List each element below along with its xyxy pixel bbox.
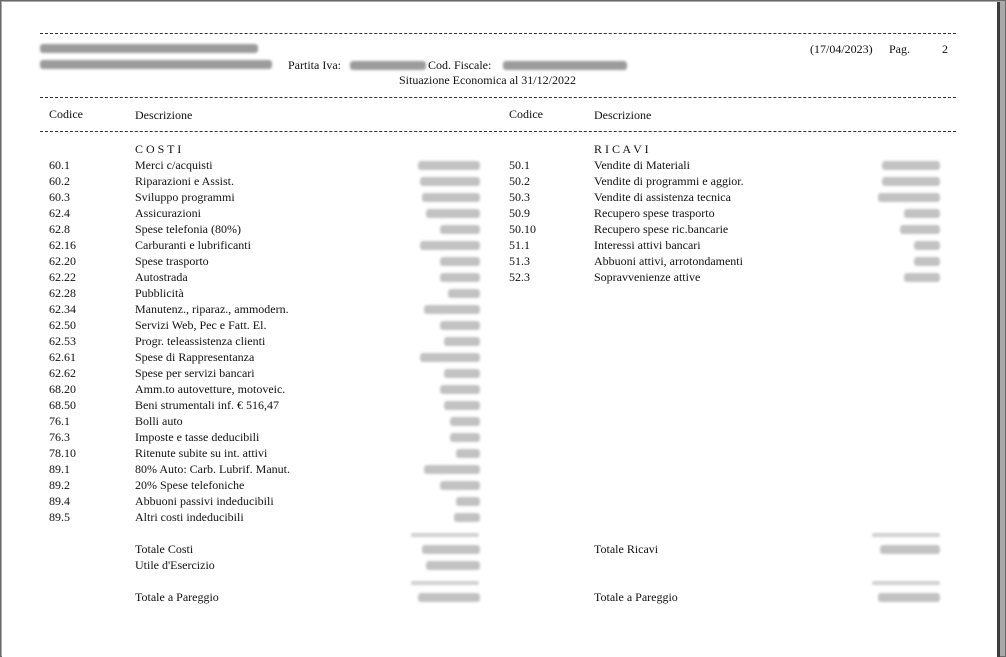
costi-row-code: 62.50	[49, 318, 76, 332]
ricavi-code-header: Codice	[509, 107, 543, 121]
redacted-amount	[914, 257, 940, 266]
costi-row-description: 20% Spese telefoniche	[135, 478, 245, 492]
redacted-amount	[424, 465, 480, 474]
partita-iva-label: Partita Iva:	[288, 58, 341, 72]
redacted-amount	[904, 209, 940, 218]
costi-row-code: 60.2	[49, 174, 70, 188]
costi-row-code: 89.5	[49, 510, 70, 524]
costi-total-separator	[411, 533, 479, 537]
redacted-amount	[454, 513, 480, 522]
redacted-amount	[420, 353, 480, 362]
redacted-cod-fiscale	[503, 61, 627, 70]
redacted-amount	[440, 225, 480, 234]
costi-row-code: 78.10	[49, 446, 76, 460]
redacted-costi-pareggio	[418, 593, 480, 602]
costi-row-description: Progr. teleassistenza clienti	[135, 334, 266, 348]
costi-row-description: Pubblicità	[135, 286, 184, 300]
ricavi-row-code: 50.9	[509, 206, 530, 220]
ricavi-row-description: Vendite di assistenza tecnica	[594, 190, 731, 204]
ricavi-row-code: 51.3	[509, 254, 530, 268]
costi-row-code: 62.53	[49, 334, 76, 348]
costi-row-description: Riparazioni e Assist.	[135, 174, 234, 188]
ricavi-pareggio-label: Totale a Pareggio	[594, 590, 678, 604]
costi-row-description: Bolli auto	[135, 414, 183, 428]
redacted-amount	[444, 337, 480, 346]
costi-row-code: 62.28	[49, 286, 76, 300]
costi-row-description: Beni strumentali inf. € 516,47	[135, 398, 279, 412]
redacted-amount	[900, 225, 940, 234]
costi-row-code: 76.3	[49, 430, 70, 444]
redacted-amount	[422, 193, 480, 202]
costi-row-description: Assicurazioni	[135, 206, 201, 220]
print-preview-page	[2, 2, 997, 657]
ricavi-row-description: Interessi attivi bancari	[594, 238, 701, 252]
ricavi-row-code: 50.2	[509, 174, 530, 188]
ricavi-row-description: Abbuoni attivi, arrotondamenti	[594, 254, 743, 268]
redacted-partita-iva	[350, 61, 426, 70]
redacted-amount	[456, 497, 480, 506]
redacted-amount	[444, 369, 480, 378]
costi-row-code: 60.3	[49, 190, 70, 204]
redacted-amount	[904, 273, 940, 282]
costi-pareggio-label: Totale a Pareggio	[135, 590, 219, 604]
costi-row-code: 89.1	[49, 462, 70, 476]
redacted-amount	[440, 273, 480, 282]
ricavi-row-code: 50.3	[509, 190, 530, 204]
ricavi-section-title: R I C A V I	[594, 142, 649, 156]
costi-row-code: 62.34	[49, 302, 76, 316]
utile-esercizio-label: Utile d'Esercizio	[135, 558, 215, 572]
costi-row-description: Ritenute subite su int. attivi	[135, 446, 268, 460]
page-number: 2	[942, 42, 948, 56]
costi-row-description: Imposte e tasse deducibili	[135, 430, 260, 444]
costi-row-description: Manutenz., riparaz., ammodern.	[135, 302, 289, 316]
ricavi-row-description: Vendite di Materiali	[594, 158, 690, 172]
redacted-amount	[440, 257, 480, 266]
redacted-utile-esercizio	[426, 561, 480, 570]
ricavi-row-code: 51.1	[509, 238, 530, 252]
redacted-amount	[882, 177, 940, 186]
redacted-amount	[450, 433, 480, 442]
ricavi-total-separator	[872, 533, 940, 537]
top-rule	[40, 33, 956, 34]
redacted-totale-costi	[422, 545, 480, 554]
costi-pareggio-separator	[411, 581, 479, 585]
ricavi-row-description: Recupero spese ric.bancarie	[594, 222, 729, 236]
costi-row-code: 76.1	[49, 414, 70, 428]
redacted-amount	[882, 161, 940, 170]
costi-row-code: 68.50	[49, 398, 76, 412]
costi-row-description: Abbuoni passivi indeducibili	[135, 494, 274, 508]
redacted-amount	[448, 289, 480, 298]
redacted-amount	[420, 241, 480, 250]
costi-description-header: Descrizione	[135, 108, 193, 122]
redacted-amount	[440, 321, 480, 330]
redacted-ricavi-pareggio	[878, 593, 940, 602]
redacted-amount	[444, 401, 480, 410]
redacted-amount	[426, 209, 480, 218]
costi-row-description: Servizi Web, Pec e Fatt. El.	[135, 318, 267, 332]
redacted-amount	[420, 177, 480, 186]
costi-row-code: 62.22	[49, 270, 76, 284]
costi-row-description: Spese telefonia (80%)	[135, 222, 241, 236]
costi-row-description: Spese per servizi bancari	[135, 366, 255, 380]
costi-row-description: Amm.to autovetture, motoveic.	[135, 382, 286, 396]
redacted-amount	[878, 193, 940, 202]
costi-row-description: Altri costi indeducibili	[135, 510, 244, 524]
totale-ricavi-label: Totale Ricavi	[594, 542, 659, 556]
costi-row-code: 62.16	[49, 238, 76, 252]
redacted-company-name	[40, 44, 258, 53]
costi-row-code: 62.61	[49, 350, 76, 364]
totale-costi-label: Totale Costi	[135, 542, 194, 556]
costi-row-code: 62.20	[49, 254, 76, 268]
costi-row-code: 89.2	[49, 478, 70, 492]
cod-fiscale-label: Cod. Fiscale:	[428, 58, 492, 72]
ricavi-row-code: 50.10	[509, 222, 536, 236]
costi-row-code: 62.4	[49, 206, 70, 220]
redacted-amount	[914, 241, 940, 250]
costi-row-code: 89.4	[49, 494, 70, 508]
redacted-amount	[418, 161, 480, 170]
costi-row-description: Spese trasporto	[135, 254, 209, 268]
costi-row-description: Merci c/acquisti	[135, 158, 213, 172]
redacted-amount	[450, 417, 480, 426]
redacted-totale-ricavi	[880, 545, 940, 554]
redacted-amount	[424, 305, 480, 314]
page-label: Pag.	[889, 42, 910, 56]
costi-row-description: 80% Auto: Carb. Lubrif. Manut.	[135, 462, 290, 476]
costi-row-code: 68.20	[49, 382, 76, 396]
column-header-top-rule	[40, 97, 956, 98]
costi-row-description: Sviluppo programmi	[135, 190, 235, 204]
redacted-amount	[440, 385, 480, 394]
report-title: Situazione Economica al 31/12/2022	[399, 73, 576, 87]
costi-row-description: Carburanti e lubrificanti	[135, 238, 251, 252]
costi-code-header: Codice	[49, 107, 83, 121]
column-header-bottom-rule	[40, 131, 956, 132]
costi-row-description: Autostrada	[135, 270, 188, 284]
report-date: (17/04/2023)	[810, 42, 873, 56]
ricavi-row-code: 52.3	[509, 270, 530, 284]
redacted-amount	[456, 449, 480, 458]
ricavi-pareggio-separator	[872, 581, 940, 585]
costi-row-description: Spese di Rappresentanza	[135, 350, 255, 364]
redacted-company-address	[40, 60, 272, 69]
redacted-amount	[440, 481, 480, 490]
costi-row-code: 62.8	[49, 222, 70, 236]
ricavi-row-description: Recupero spese trasporto	[594, 206, 715, 220]
costi-row-code: 62.62	[49, 366, 76, 380]
costi-row-code: 60.1	[49, 158, 70, 172]
ricavi-row-description: Vendite di programmi e aggior.	[594, 174, 744, 188]
ricavi-description-header: Descrizione	[594, 108, 652, 122]
ricavi-row-code: 50.1	[509, 158, 530, 172]
costi-section-title: C O S T I	[135, 142, 182, 156]
ricavi-row-description: Sopravvenienze attive	[594, 270, 701, 284]
